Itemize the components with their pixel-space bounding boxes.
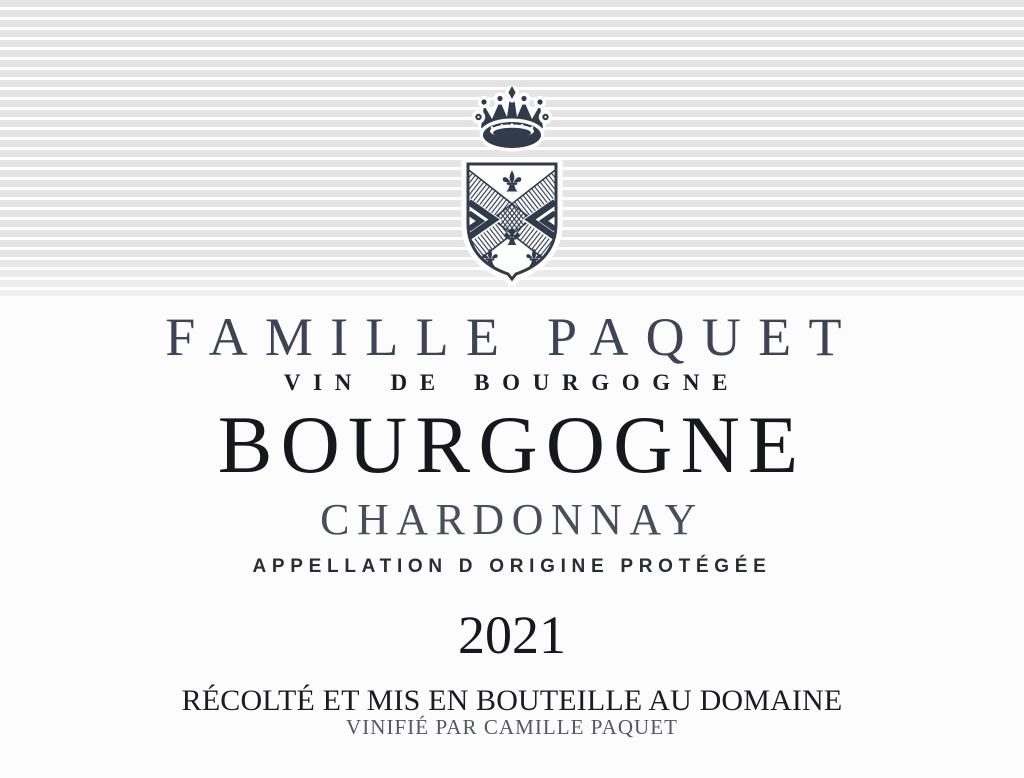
crown-shield-crest-icon [450, 86, 574, 286]
varietal-name: CHARDONNAY [320, 495, 704, 544]
winemaker-line: VINIFIÉ PAR CAMILLE PAQUET [345, 715, 678, 739]
crown-icon [475, 86, 548, 148]
appellation-title: BOURGOGNE [217, 399, 807, 490]
producer-name: FAMILLE PAQUET [165, 307, 859, 367]
vintage-year: 2021 [458, 605, 566, 665]
shield-icon [450, 164, 574, 279]
estate-bottling-line: RÉCOLTÉ ET MIS EN BOUTEILLE AU DOMAINE [181, 684, 843, 717]
designation-line: APPELLATION D ORIGINE PROTÉGÉE [252, 556, 772, 577]
region-line: VIN DE BOURGOGNE [283, 370, 741, 395]
